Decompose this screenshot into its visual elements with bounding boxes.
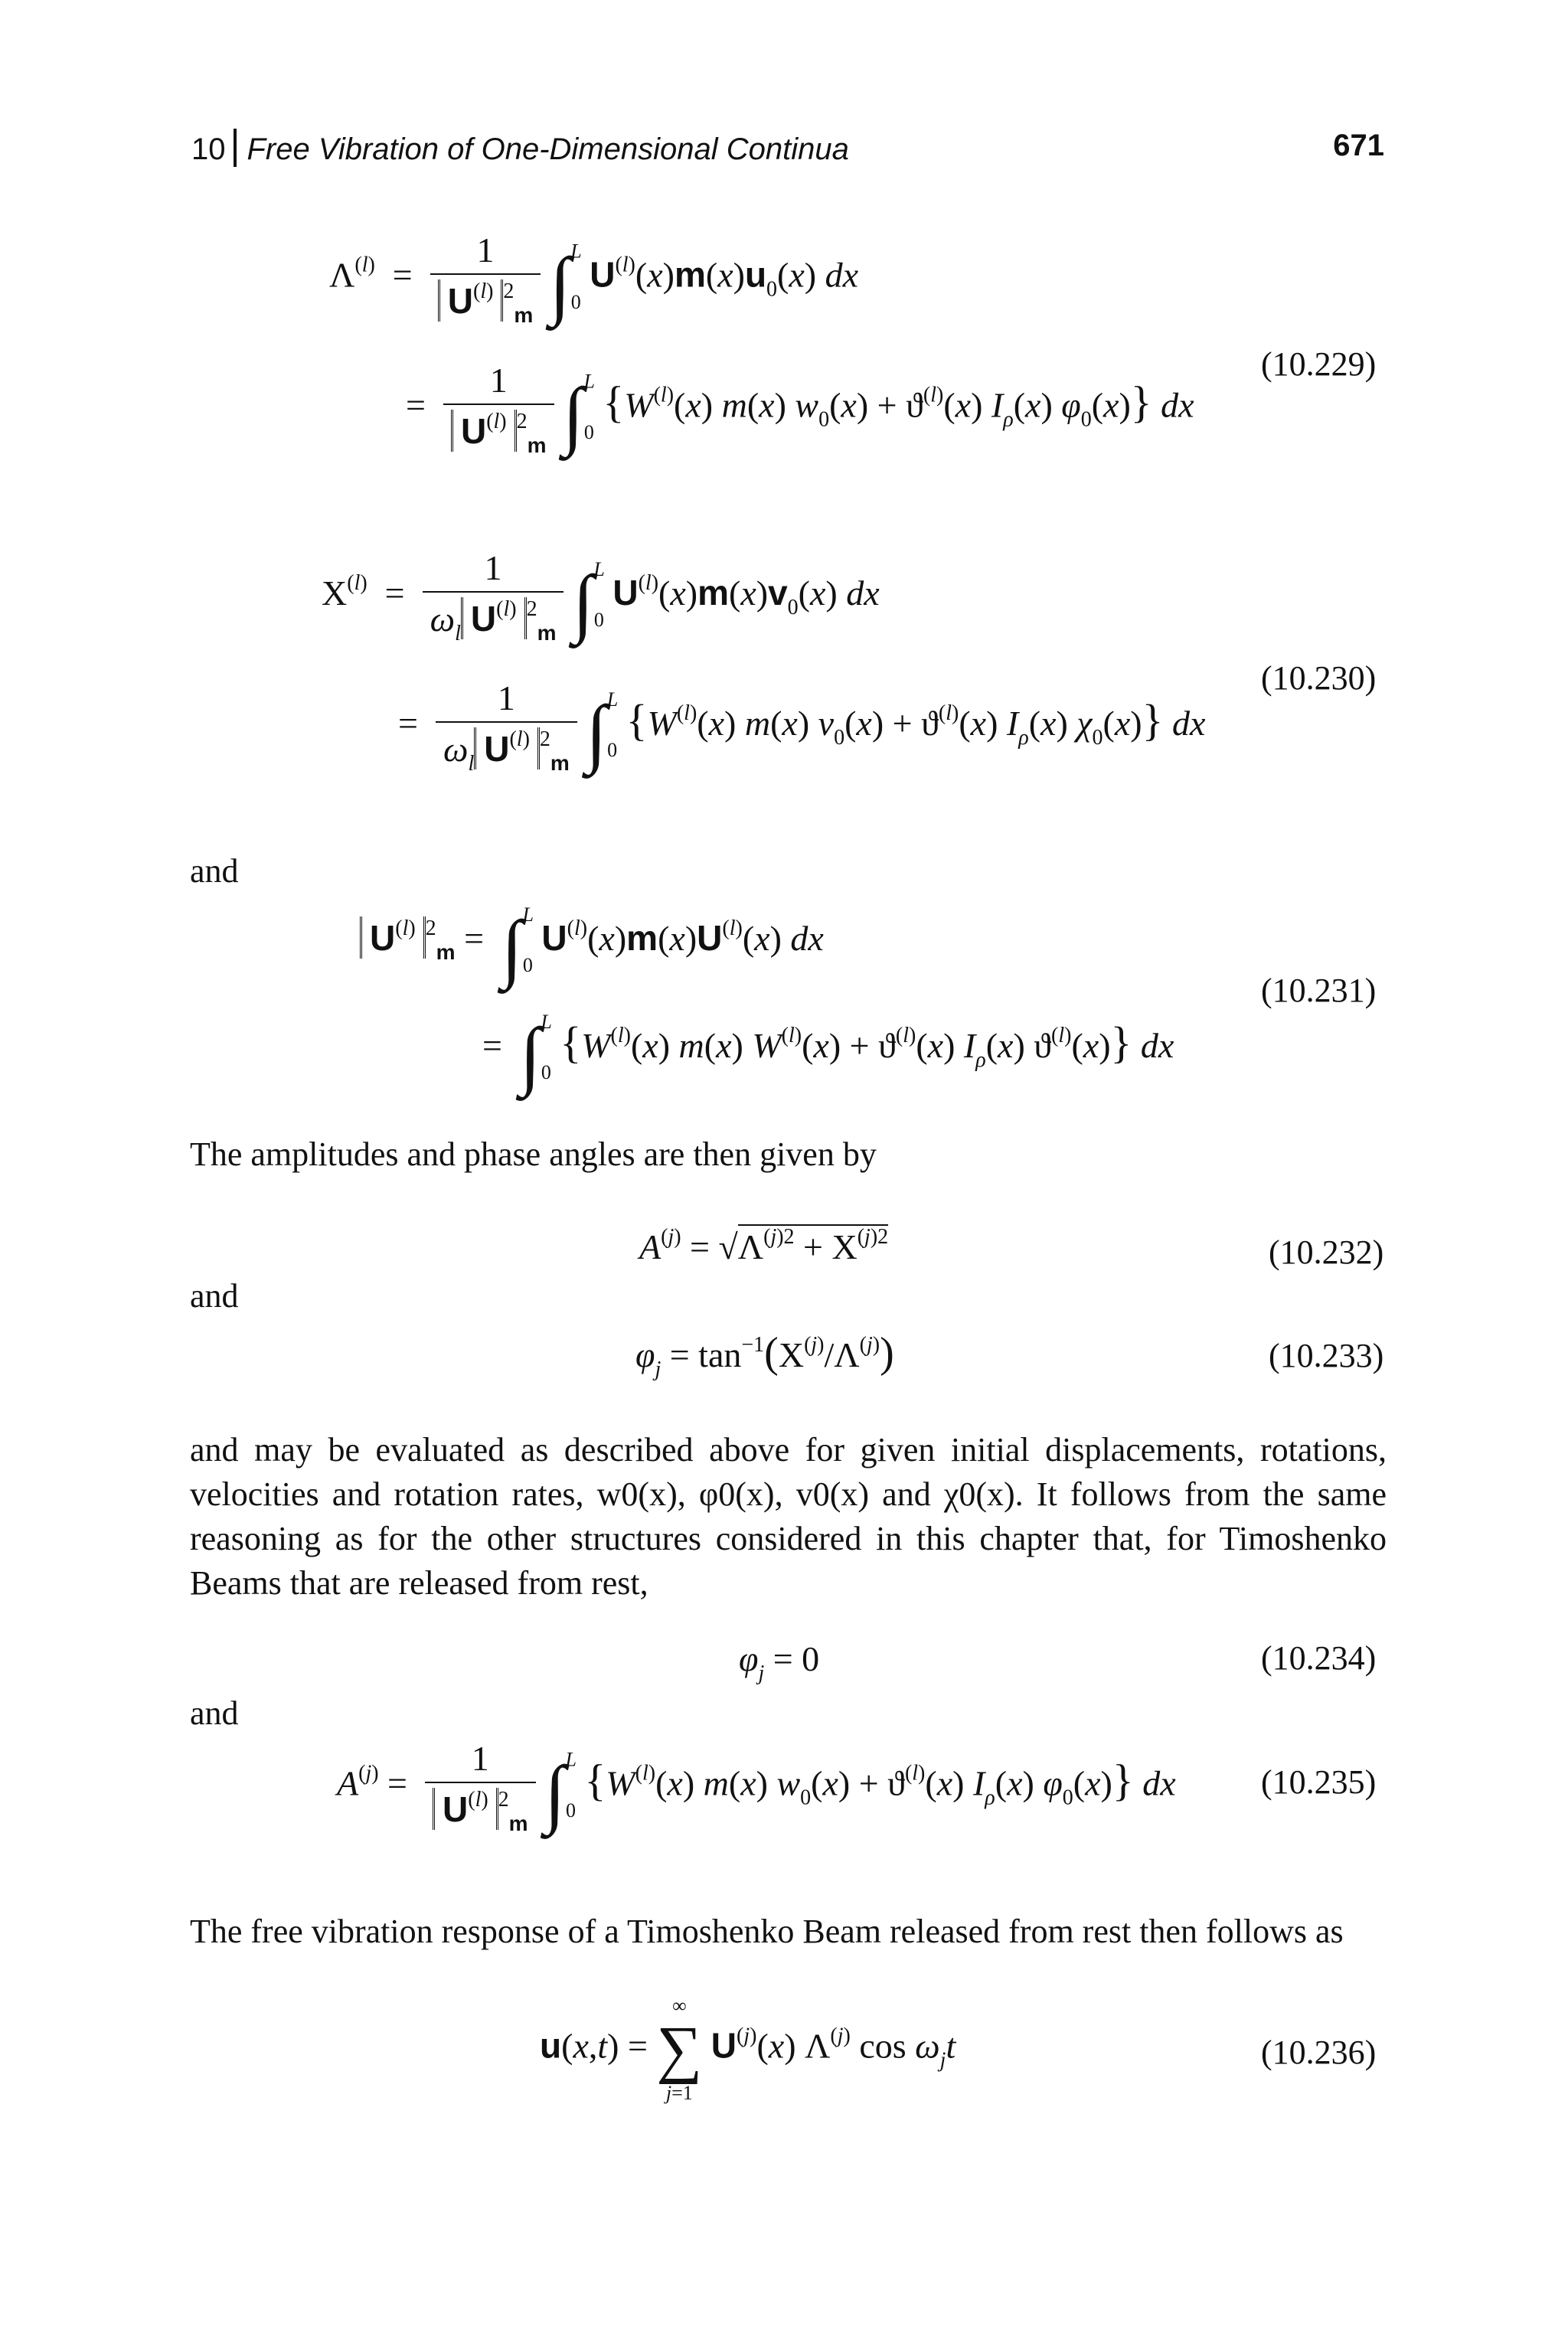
equation-number-10-232: (10.232) xyxy=(1269,1233,1384,1271)
equation-10-229-line1: $\Lambda^{(l)}$ = $\frac{1}{U^{(l)} ^2_m}$ ∫$^L_0$ $U^{(l)}(x)m(x)u_0(x)$ dx xyxy=(329,230,859,327)
equation-10-234: $\varphi_j = 0$ xyxy=(739,1639,820,1685)
equation-number-10-235: (10.235) xyxy=(1261,1763,1377,1801)
body-paragraph: and may be evaluated as described above for given initial displacements, rotations, velocities and rotation rates, w0(x), φ0(x), v0(x) and χ0(x). It follows from the same reasoning as for the other structures considered in this chapter that, for Timoshenko Beams that are released from rest, xyxy=(190,1431,1387,1602)
equation-10-230-line2: = $\frac{1}{\omega_l U^{(l)} ^2_m}$ ∫$^L_0$ {$W^{(l)}(x)$ m(x) $v_0(x) + ϑ^{(l)}(x)$ $I_\rho(x)$ $\chi_0(x)$} dx xyxy=(398,678,1206,776)
page-number: 671 xyxy=(1333,129,1384,162)
chapter-number: 10 xyxy=(191,132,226,166)
equation-10-231-line1: $U^{(l)}$ $^2_m$ = ∫$^L_0$ $U^{(l)}(x)m(x)U^{(l)}(x)$ dx xyxy=(360,903,824,986)
equation-10-232: $A^{(j)} = √\Lambda^{(j)2} + X^{(j)2}$ xyxy=(639,1225,889,1266)
text-final: The free vibration response of a Timoshenko Beam released from rest then follows as xyxy=(190,1913,1344,1950)
text-and-1: and xyxy=(190,852,239,890)
text-and-2: and xyxy=(190,1277,239,1315)
equation-number-10-229: (10.229) xyxy=(1261,345,1377,383)
text-and-3: and xyxy=(190,1694,239,1732)
equation-number-10-231: (10.231) xyxy=(1261,972,1377,1009)
equation-10-233: $\varphi_j = \tan^{-1}(X^{(j)}/\Lambda^{(j)})$ xyxy=(635,1329,894,1381)
equation-10-235: $A^{(j)}$ = $\frac{1}{U^{(l)} ^2_m}$ ∫$^L_0$ {$W^{(l)}(x)$ m(x) $w_0(x) + ϑ^{(l)}(x)$ $I_\rho(x)$ $\varphi_0(x)$} dx xyxy=(337,1739,1176,1835)
equation-10-236: u(x,t) = ∞ ∑ j=1 $U^{(j)}(x)$ $\Lambda^{(j)}$ $\cos \omega_jt$ xyxy=(540,1995,956,2104)
equation-number-10-236: (10.236) xyxy=(1261,2034,1377,2071)
running-header xyxy=(191,129,849,167)
equation-10-229-line2: = $\frac{1}{U^{(l)} ^2_m}$ ∫$^L_0$ {$W^{(l)}(x)$ m(x) $w_0(x) + ϑ^{(l)}(x)$ $I_\rho(x)$ $\varphi_0(x)$} dx xyxy=(406,361,1194,457)
text-amplitudes: The amplitudes and phase angles are then given by xyxy=(190,1135,877,1173)
equation-10-231-line2: = ∫$^L_0$ {$W^{(l)}(x)$ m(x) $W^{(l)}(x) + ϑ^{(l)}(x)$ $I_\rho(x)$ $ϑ^{(l)}(x)$} dx xyxy=(482,1011,1174,1097)
equation-number-10-233: (10.233) xyxy=(1269,1337,1384,1374)
equation-number-10-230: (10.230) xyxy=(1261,659,1377,697)
equation-10-230-line1: $X^{(l)}$ = $\frac{1}{\omega_l U^{(l)} ^2_m}$ ∫$^L_0$ $U^{(l)}(x)m(x)v_0(x)$ dx xyxy=(322,548,880,645)
header-divider xyxy=(234,129,237,167)
equation-number-10-234: (10.234) xyxy=(1261,1639,1377,1677)
chapter-title: Free Vibration of One-Dimensional Continua xyxy=(247,132,849,166)
